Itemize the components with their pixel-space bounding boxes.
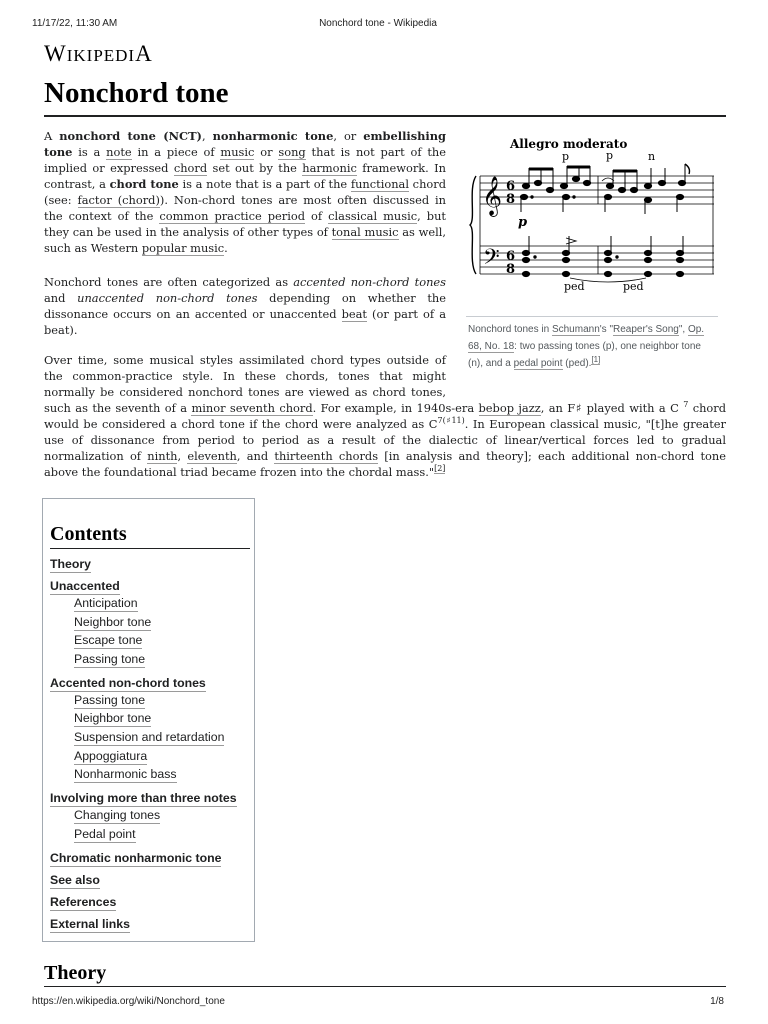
wordmark-initial: W [44,41,67,66]
categories-paragraph: Nonchord tones are often categorized as accented non-chord tones and unaccented non-chord tones depending on whether the dissonance occurs on an accented or unaccented beat (or part of a beat). [44,275,446,337]
link-note[interactable]: note [106,145,132,159]
time-signature-treble-top: 6 [506,179,516,194]
reference-2[interactable]: [2] [434,464,446,474]
link-bebop-jazz[interactable]: bebop jazz [478,401,541,415]
print-page-title: Nonchord tone - Wikipedia [319,18,437,29]
toc-item-three-notes[interactable]: Involving more than three notes [50,791,237,805]
toc-item-passing-tone[interactable]: Passing tone [74,652,146,666]
figure-divider [466,316,718,317]
link-tonal-music[interactable]: tonal music [331,225,399,239]
history-line-2: the common-practice style. In these chords, tones that might [44,369,446,383]
pedal-mark-1: ped [564,280,585,293]
toc-item-suspension[interactable]: Suspension and retardation [74,730,225,744]
toc-item-accented[interactable]: Accented non-chord tones [50,676,206,690]
score-dynamic: p [518,215,528,230]
score-image[interactable] [466,128,718,314]
toc-item-unaccented[interactable]: Unaccented [50,579,120,593]
wordmark-final: A [135,41,153,66]
history-paragraph-wide: such as the seventh of a minor seventh chord. For example, in 1940s-era bebop jazz, an F♯ played with a C $^7$ chord would be considered a chord tone if the chord were analyzed as $C^{7(♯11)}$. In European classical music, "[t]he greater use of dissonance from period to period as a result of the dialectic of linear/vertical forces led to gradual normalization of ninth, eleventh, and thirteenth chords [in analysis and theory]; each additional non-chord tone above the foundational triad became frozen into the chordal mass."[2] [44,400,727,479]
toc-item-anticipation[interactable]: Anticipation [74,596,138,610]
toc-title: Contents [50,521,250,549]
link-classical-music[interactable]: classical music [328,209,418,223]
score-marker-2: p [606,149,614,162]
toc-item-accented-neighbor-tone[interactable]: Neighbor tone [74,711,152,725]
toc-item-pedal-point[interactable]: Pedal point [74,827,136,841]
print-url: https://en.wikipedia.org/wiki/Nonchord_tone [32,996,225,1007]
link-popular-music[interactable]: popular music [141,241,225,255]
wikipedia-wordmark[interactable] [44,41,153,67]
figure-caption: Nonchord tones in Schumann's "Reaper's Song", Op. 68, No. 18: two passing tones (p), one neighbor tone (n), and a pedal point (ped).[1] [468,324,705,369]
history-paragraph-narrow [44,352,446,400]
link-ninth[interactable]: ninth [147,449,178,463]
table-of-contents [42,498,255,942]
link-reapers-song[interactable]: Reaper's Song [613,324,679,335]
toc-item-escape-tone[interactable]: Escape tone [74,633,143,647]
link-minor-seventh-chord[interactable]: minor seventh chord [191,401,313,415]
print-page-number: 1/8 [710,996,724,1007]
link-harmonic[interactable]: harmonic [302,161,357,175]
pedal-mark-2: ped [623,280,644,293]
toc-item-changing-tones[interactable]: Changing tones [74,808,161,822]
toc-item-accented-passing-tone[interactable]: Passing tone [74,693,146,707]
page-title: Nonchord tone [44,74,726,117]
link-common-practice-period[interactable]: common practice period [159,209,305,223]
link-song[interactable]: song [278,145,306,159]
score-tempo: Allegro moderato [510,137,628,151]
link-op-68[interactable]: Op. 68, No. 18 [468,324,705,352]
toc-item-external-links[interactable]: External links [50,917,130,931]
link-chord[interactable]: chord [173,161,208,175]
score-figure [466,128,718,372]
link-beat[interactable]: beat [341,307,367,321]
toc-item-references[interactable]: References [50,895,117,909]
time-signature-bass-top: 6 [506,249,516,264]
link-eleventh[interactable]: eleventh [187,449,237,463]
link-schumann[interactable]: Schumann [551,324,600,335]
bass-clef-icon: 𝄢 [483,245,500,275]
toc-item-chromatic[interactable]: Chromatic nonharmonic tone [50,851,222,865]
toc-item-theory[interactable]: Theory [50,557,91,571]
link-music[interactable]: music [220,145,255,159]
wordmark-middle: IKIPEDI [66,46,136,65]
link-factor-chord[interactable]: factor (chord) [77,193,160,207]
treble-clef-icon: 𝄞 [482,176,503,216]
history-line-1: Over time, some musical styles assimilated chord types outside of [44,353,446,367]
print-datetime: 11/17/22, 11:30 AM [32,18,118,29]
time-signature-treble-bottom: 8 [506,192,516,207]
section-heading-theory: Theory [44,960,726,987]
reference-1[interactable]: [1] [591,354,601,364]
score-marker-1: p [562,150,570,163]
link-thirteenth-chords[interactable]: thirteenth chords [274,449,379,463]
score-marker-3: n [648,150,656,163]
time-signature-bass-bottom: 8 [506,262,516,277]
link-functional[interactable]: functional [350,177,409,191]
toc-item-nonharmonic-bass[interactable]: Nonharmonic bass [74,767,177,781]
toc-item-appoggiatura[interactable]: Appoggiatura [74,749,148,763]
link-pedal-point[interactable]: pedal point [513,358,563,369]
history-line-3: normally be considered nonchord tones are viewed as chord tones, [44,385,446,399]
toc-item-neighbor-tone[interactable]: Neighbor tone [74,615,152,629]
toc-item-see-also[interactable]: See also [50,873,100,887]
intro-paragraph: A nonchord tone (NCT), nonharmonic tone, or embellishing tone is a note in a piece of music or song that is not part of the implied or expressed chord set out by the harmonic framework. In contrast, a chord tone is a note that is a part of the functional chord (see: factor (chord)). Non-chord tones are most often discussed in the context of the common practice period of classical music, but they can be used in the analysis of other types of tonal music as well, such as Western popular music. [44,129,447,255]
